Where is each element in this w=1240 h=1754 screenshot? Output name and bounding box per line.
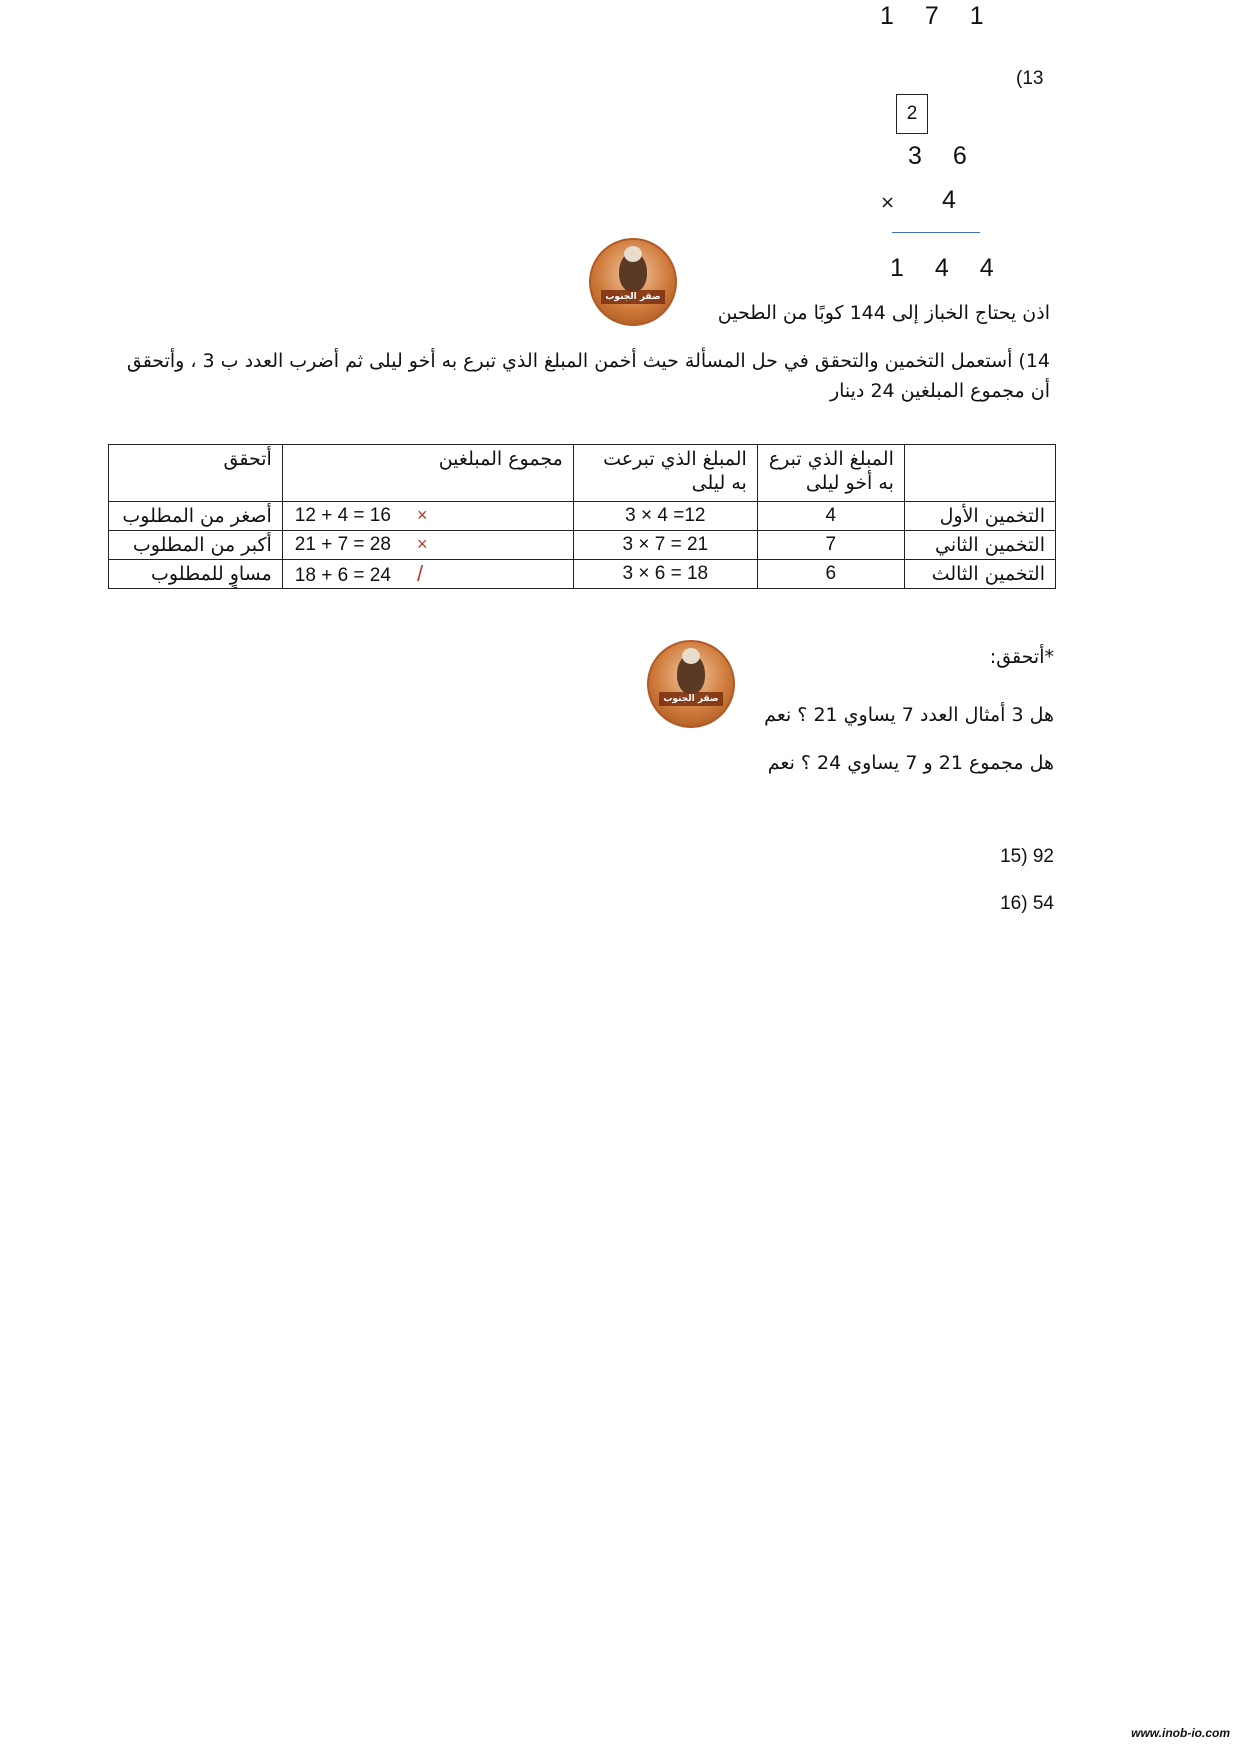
times-sign: × bbox=[880, 192, 896, 213]
row-label: التخمين الثالث bbox=[904, 560, 1055, 589]
check-result: أكبر من المطلوب bbox=[109, 531, 283, 560]
check-result: أصغر من المطلوب bbox=[109, 502, 283, 531]
sum-value: 12 + 4 = 16 bbox=[294, 505, 391, 526]
q14-line1: 14) أستعمل التخمين والتحقق في حل المسألة حيث أخمن المبلغ الذي تبرع به أخو ليلى ثم أضرب العدد ب 3 ، وأتحقق bbox=[126, 350, 1050, 372]
multiplicand: 3 6 bbox=[908, 142, 979, 170]
wrong-mark-icon: × bbox=[416, 505, 428, 525]
table-row bbox=[109, 502, 1056, 531]
guess-check-table bbox=[108, 444, 1056, 589]
brother-amount: 6 bbox=[757, 560, 904, 589]
table-row bbox=[109, 560, 1056, 589]
header-check: أتحقق bbox=[109, 445, 283, 502]
carry-box: 2 bbox=[896, 94, 928, 134]
header-empty bbox=[904, 445, 1055, 502]
header-layla: المبلغ الذي تبرعت به ليلى bbox=[573, 445, 757, 502]
layla-amount: 21 = 7 × 3 bbox=[573, 531, 757, 560]
multiplication-rule bbox=[892, 232, 980, 233]
q15-answer: 92 (15 bbox=[1000, 846, 1054, 867]
row-label: التخمين الثاني bbox=[904, 531, 1055, 560]
logo-emblem bbox=[647, 640, 735, 728]
verify-question-2: هل مجموع 21 و 7 يساوي 24 ؟ نعم bbox=[767, 752, 1054, 774]
sum-cell bbox=[282, 502, 573, 531]
top-number: 1 7 1 bbox=[880, 2, 996, 30]
layla-amount: 18 = 6 × 3 bbox=[573, 560, 757, 589]
check-result: مساوٍ للمطلوب bbox=[109, 560, 283, 589]
multiplier: 4 bbox=[942, 186, 968, 214]
q16-answer: 54 (16 bbox=[1000, 893, 1054, 914]
logo-text: صقر الجنوب bbox=[605, 292, 661, 302]
q13-conclusion: اذن يحتاج الخباز إلى 144 كوبًا من الطحين bbox=[717, 302, 1050, 324]
sum-value: 18 + 6 = 24 bbox=[294, 565, 391, 586]
footer-url: www.inob-io.com bbox=[1131, 1726, 1230, 1740]
header-sum: مجموع المبلغين bbox=[282, 445, 573, 502]
header-brother: المبلغ الذي تبرع به أخو ليلى bbox=[757, 445, 904, 502]
wrong-mark-icon: × bbox=[416, 534, 428, 554]
verify-title: *أتحقق: bbox=[989, 646, 1054, 668]
table-header-row bbox=[109, 445, 1056, 502]
product: 1 4 4 bbox=[890, 254, 1006, 282]
sum-cell bbox=[282, 560, 573, 589]
verify-question-1: هل 3 أمثال العدد 7 يساوي 21 ؟ نعم bbox=[764, 704, 1054, 726]
brother-amount: 7 bbox=[757, 531, 904, 560]
question-13-label: (13 bbox=[1016, 68, 1044, 89]
layla-amount: 12= 4 × 3 bbox=[573, 502, 757, 531]
logo-emblem bbox=[589, 238, 677, 326]
brother-amount: 4 bbox=[757, 502, 904, 531]
sum-cell bbox=[282, 531, 573, 560]
q14-line2: أن مجموع المبلغين 24 دينار bbox=[829, 380, 1050, 402]
table-row bbox=[109, 531, 1056, 560]
row-label: التخمين الأول bbox=[904, 502, 1055, 531]
sum-value: 21 + 7 = 28 bbox=[294, 534, 391, 555]
logo-text: صقر الجنوب bbox=[663, 694, 719, 704]
check-mark-icon: / bbox=[416, 561, 424, 586]
